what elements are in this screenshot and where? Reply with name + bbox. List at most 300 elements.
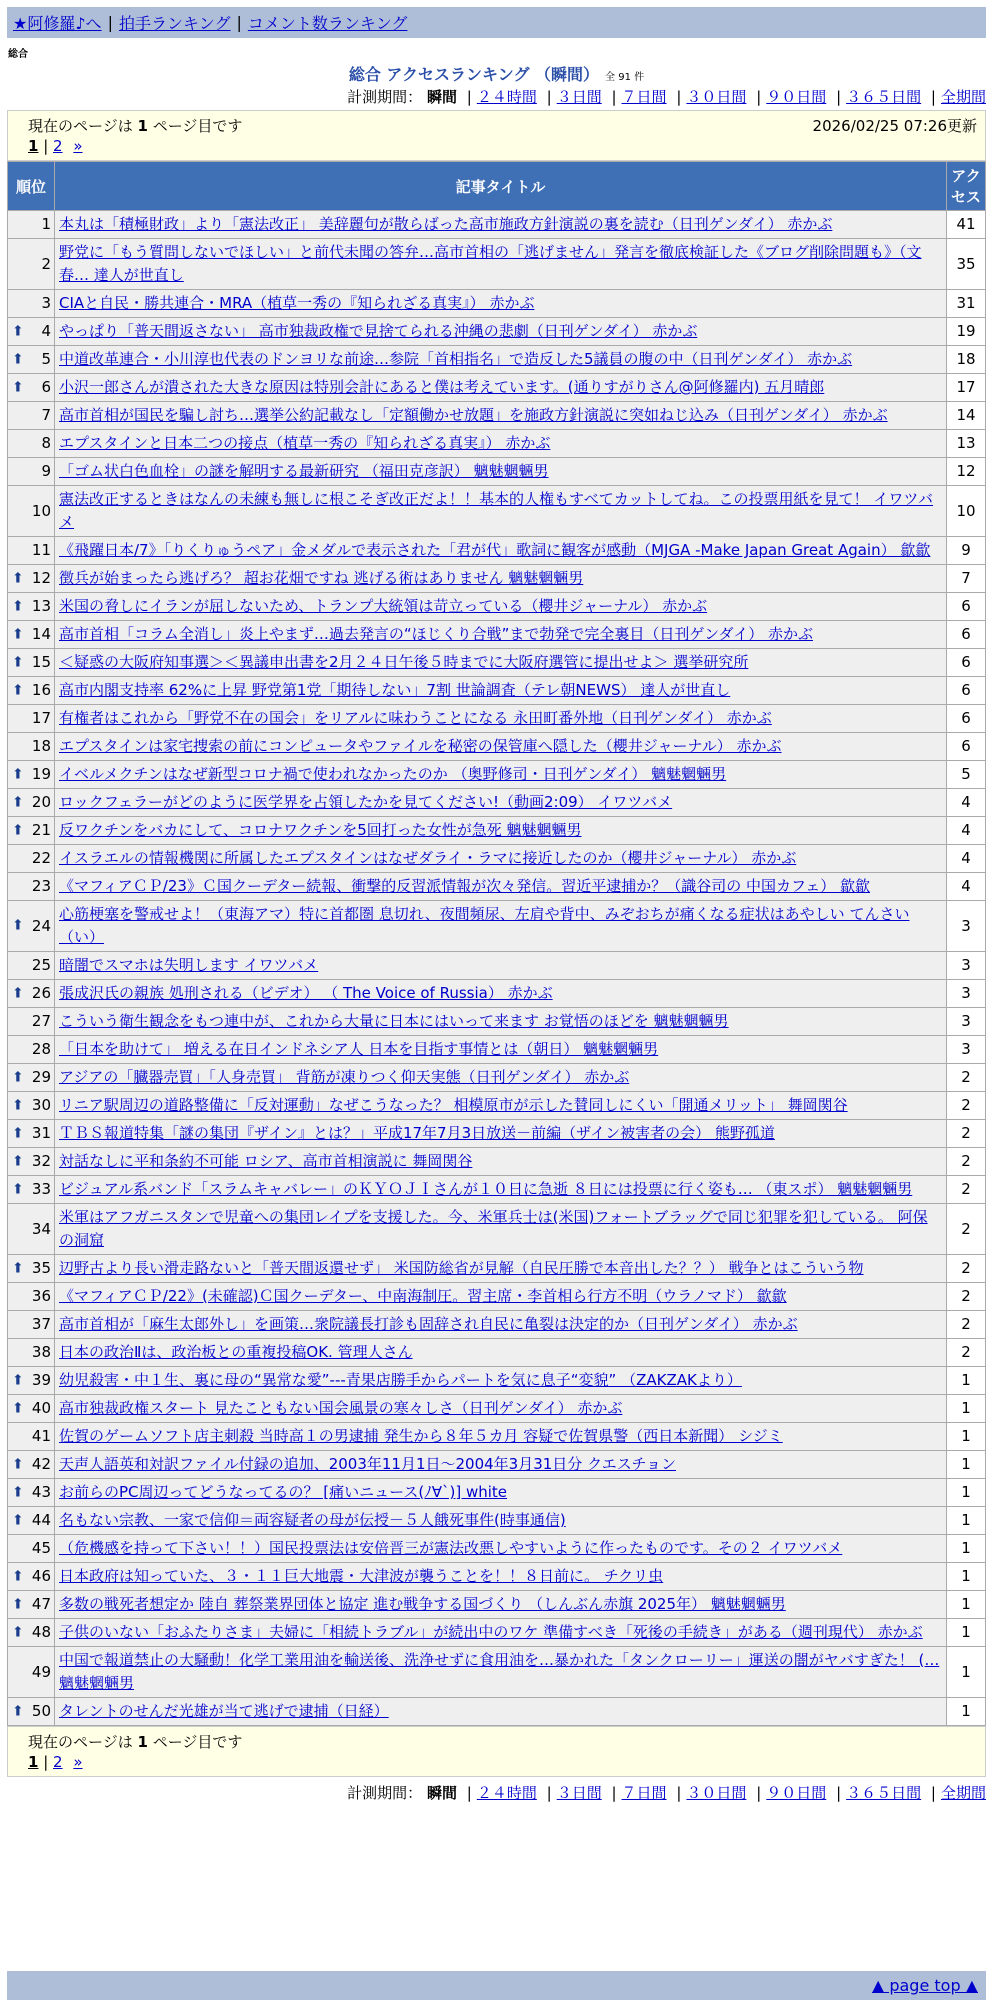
access-count: 14 <box>947 402 986 430</box>
access-count: 2 <box>947 1148 986 1176</box>
rank-number: 22 <box>31 849 51 867</box>
access-count: 1 <box>947 1367 986 1395</box>
access-count: 1 <box>947 1423 986 1451</box>
article-link[interactable]: 高市首相が国民を騙し討ち…選挙公約記載なし「定額働かせ放題」を施政方針演説に突如ねじ込み（日刊ゲンダイ） 赤かぶ <box>59 406 888 424</box>
access-count: 1 <box>947 1395 986 1423</box>
access-count: 3 <box>947 1036 986 1064</box>
up-arrow-icon: ⬆ <box>12 985 24 1001</box>
rank-cell <box>8 1120 55 1148</box>
access-count: 17 <box>947 374 986 402</box>
article-link[interactable]: 《マフィアＣＰ/22》(未確認)Ｃ国クーデター、中南海制圧。習主席・李首相ら行方不明（ウラノマド） 歙歙 <box>59 1287 787 1305</box>
article-link[interactable]: 憲法改正するときはなんの未練も無しに根こそぎ改正だよ！！基本的人権もすべてカットしてね。この投票用紙を見て！ イワツバメ <box>59 490 934 531</box>
title-cell <box>55 649 947 677</box>
up-arrow-icon: ⬆ <box>12 822 24 838</box>
rank-cell <box>8 789 55 817</box>
page-links: 1 | 2 » <box>28 137 83 155</box>
title-cell <box>55 1255 947 1283</box>
table-row <box>8 733 986 761</box>
access-count: 6 <box>947 621 986 649</box>
article-link[interactable]: 日本政府は知っていた、３・１１巨大地震・大津波が襲うことを！！８日前に。 チクリ虫 <box>59 1567 664 1585</box>
article-link[interactable]: エプスタインは家宅捜索の前にコンピュータやファイルを秘密の保管庫へ隠した（櫻井ジャーナル） 赤かぶ <box>59 737 782 755</box>
rank-number: 36 <box>31 1287 51 1305</box>
up-arrow-icon: ⬆ <box>12 682 24 698</box>
article-link[interactable]: 野党に「もう質問しないでほしい」と前代未聞の答弁…高市首相の「逃げません」発言を徹底検証した《ブログ削除問題も》（文春… 達人が世直し <box>59 243 922 284</box>
article-link[interactable]: 《飛躍日本/7》「りくりゅうペア」金メダルで表示された「君が代」歌詞に観客が感動（MJGA -Make Japan Great Again） 歙歙 <box>59 541 931 559</box>
title-cell <box>55 1283 947 1311</box>
rank-number: 2 <box>41 254 51 273</box>
access-count: 3 <box>947 952 986 980</box>
table-row <box>8 1367 986 1395</box>
title-cell <box>55 1008 947 1036</box>
access-count: 6 <box>947 733 986 761</box>
access-count: 35 <box>947 239 986 290</box>
title-cell <box>55 1591 947 1619</box>
rank-number: 43 <box>31 1483 51 1501</box>
rank-number: 11 <box>31 541 51 559</box>
current-page-text: 現在のページは 1 ページ目です <box>28 117 243 135</box>
title-cell <box>55 952 947 980</box>
table-row <box>8 1423 986 1451</box>
table-row <box>8 537 986 565</box>
article-link[interactable]: 中道改革連合・小川淳也代表のドンヨリな前途…参院「首相指名」で造反した5議員の腹の中（日刊ゲンダイ） 赤かぶ <box>59 350 853 368</box>
col-access: アクセス <box>947 162 986 211</box>
period-90d[interactable]: ９０日間 <box>766 1784 827 1802</box>
rank-number: 49 <box>31 1662 51 1681</box>
page-top-link[interactable]: ▲ page top ▲ <box>871 1976 978 1995</box>
article-link[interactable]: 子供のいない「おふたりさま」夫婦に「相続トラブル」が続出中のワケ 準備すべき「死後の手続き」がある（週刊現代） 赤かぶ <box>59 1623 923 1641</box>
access-count: 1 <box>947 1591 986 1619</box>
article-link[interactable]: 高市独裁政権スタート 見たこともない国会風景の寒々しさ（日刊ゲンダイ） 赤かぶ <box>59 1399 623 1417</box>
rank-number: 14 <box>31 625 51 643</box>
rank-number: 39 <box>31 1371 51 1389</box>
rank-cell <box>8 1698 55 1726</box>
rank-cell <box>8 1451 55 1479</box>
rank-cell <box>8 1563 55 1591</box>
ranking-table <box>7 161 986 1726</box>
period-90d[interactable]: ９０日間 <box>766 88 827 106</box>
rank-cell <box>8 621 55 649</box>
rank-cell <box>8 817 55 845</box>
article-link[interactable]: こういう衛生観念をもつ連中が、これから大量に日本にはいって来ます お覚悟のほどを 魑魅魍魎男 <box>59 1012 729 1030</box>
up-arrow-icon: ⬆ <box>12 598 24 614</box>
access-count: 1 <box>947 1619 986 1647</box>
title-cell <box>55 705 947 733</box>
title-cell <box>55 374 947 402</box>
rank-number: 40 <box>31 1399 51 1417</box>
access-count: 1 <box>947 1451 986 1479</box>
article-link[interactable]: 反ワクチンをバカにして、コロナワクチンを5回打った女性が急死 魑魅魍魎男 <box>59 821 582 839</box>
table-row <box>8 1204 986 1255</box>
table-row <box>8 290 986 318</box>
table-row <box>8 1339 986 1367</box>
up-arrow-icon: ⬆ <box>12 1153 24 1169</box>
rank-number: 19 <box>31 765 51 783</box>
separator: | <box>107 13 113 32</box>
rank-number: 42 <box>31 1455 51 1473</box>
title-cell <box>55 239 947 290</box>
up-arrow-icon: ⬆ <box>12 1400 24 1416</box>
article-link[interactable]: やっぱり「普天間返さない」 高市独裁政権で見捨てられる沖縄の悲劇（日刊ゲンダイ） 赤かぶ <box>59 322 698 340</box>
title-cell <box>55 1395 947 1423</box>
table-row <box>8 1507 986 1535</box>
rank-number: 25 <box>31 956 51 974</box>
rank-number: 27 <box>31 1012 51 1030</box>
period-365d[interactable]: ３６５日間 <box>846 88 922 106</box>
period-24h[interactable]: ２４時間 <box>476 1784 537 1802</box>
table-row <box>8 1148 986 1176</box>
table-row <box>8 593 986 621</box>
rank-cell <box>8 845 55 873</box>
rank-cell <box>8 290 55 318</box>
rank-cell <box>8 1479 55 1507</box>
rank-number: 15 <box>31 653 51 671</box>
rank-cell <box>8 980 55 1008</box>
period-365d[interactable]: ３６５日間 <box>846 1784 922 1802</box>
access-count: 18 <box>947 346 986 374</box>
period-all[interactable]: 全期間 <box>940 88 986 106</box>
rank-cell <box>8 1395 55 1423</box>
period-30d[interactable]: ３０日間 <box>686 88 747 106</box>
up-arrow-icon: ⬆ <box>12 323 24 339</box>
access-count: 6 <box>947 593 986 621</box>
title-cell <box>55 1148 947 1176</box>
up-arrow-icon: ⬆ <box>12 1069 24 1085</box>
title-cell <box>55 1204 947 1255</box>
article-link[interactable]: 徴兵が始まったら逃げろ？ 超お花畑ですね 逃げる術はありません 魑魅魍魎男 <box>59 569 584 587</box>
article-link[interactable]: CIAと自民・勝共連合・MRA（植草一秀の『知られざる真実』） 赤かぶ <box>59 294 535 312</box>
access-count: 2 <box>947 1092 986 1120</box>
rank-number: 30 <box>31 1096 51 1114</box>
rank-cell <box>8 1204 55 1255</box>
rank-number: 18 <box>31 737 51 755</box>
title-cell <box>55 845 947 873</box>
rank-number: 44 <box>31 1511 51 1529</box>
rank-cell <box>8 1507 55 1535</box>
rank-cell <box>8 1535 55 1563</box>
rank-cell <box>8 537 55 565</box>
rank-number: 24 <box>31 916 51 935</box>
table-row <box>8 486 986 537</box>
page-2-link[interactable]: 2 <box>53 137 63 155</box>
table-row <box>8 211 986 239</box>
up-arrow-icon: ⬆ <box>12 626 24 642</box>
article-link[interactable]: 幼児殺害・中１生、裏に母の“異常な愛”---青果店勝手からパートを気に息子“変貌” （ZAKZAKより） <box>59 1371 742 1389</box>
article-link[interactable]: エプスタインと日本二つの接点（植草一秀の『知られざる真実』） 赤かぶ <box>59 434 551 452</box>
period-24h[interactable]: ２４時間 <box>476 88 537 106</box>
period-current: 瞬間 <box>426 88 457 106</box>
rank-cell <box>8 402 55 430</box>
up-arrow-icon: ⬆ <box>12 917 24 934</box>
period-7d[interactable]: ７日間 <box>621 88 667 106</box>
access-count: 5 <box>947 761 986 789</box>
title-cell <box>55 817 947 845</box>
rank-cell <box>8 901 55 952</box>
period-all[interactable]: 全期間 <box>940 1784 986 1802</box>
access-count: 2 <box>947 1204 986 1255</box>
title-cell <box>55 1647 947 1698</box>
table-row <box>8 649 986 677</box>
updated-timestamp: 2026/02/25 07:26更新 <box>812 117 977 135</box>
up-arrow-icon: ⬆ <box>12 1703 24 1719</box>
title-cell <box>55 677 947 705</box>
article-link[interactable]: 小沢一郎さんが潰された大きな原因は特別会計にあると僕は考えています。(通りすがりさん@阿修羅内) 五月晴郎 <box>59 378 825 396</box>
rank-number: 16 <box>31 681 51 699</box>
rank-number: 12 <box>31 569 51 587</box>
table-row <box>8 1283 986 1311</box>
comment-ranking-link[interactable]: コメント数ランキング <box>247 14 408 33</box>
applause-ranking-link[interactable]: 拍手ランキング <box>118 14 231 33</box>
access-count: 1 <box>947 1563 986 1591</box>
title-cell <box>55 621 947 649</box>
rank-cell <box>8 1255 55 1283</box>
table-row <box>8 430 986 458</box>
article-link[interactable]: 高市内閣支持率 62%に上昇 野党第1党「期待しない」7割 世論調査（テレ朝NEWS） 達人が世直し <box>59 681 731 699</box>
rank-number: 26 <box>31 984 51 1002</box>
table-row <box>8 705 986 733</box>
article-link[interactable]: アジアの「臓器売買」「人身売買」 背筋が凍りつく仰天実態（日刊ゲンダイ） 赤かぶ <box>59 1068 630 1086</box>
title-cell <box>55 593 947 621</box>
rank-number: 45 <box>31 1539 51 1557</box>
rank-number: 21 <box>31 821 51 839</box>
table-row <box>8 458 986 486</box>
article-link[interactable]: 米軍はアフガニスタンで児童への集団レイプを支援した。今、米軍兵士は(米国)フォートブラッグで同じ犯罪を犯している。 阿保の洞窟 <box>59 1208 928 1249</box>
article-link[interactable]: 多数の戦死者想定か 陸自 葬祭業界団体と協定 進む戦争する国づくり （しんぶん赤旗 2025年） 魑魅魍魎男 <box>59 1595 786 1613</box>
table-row <box>8 761 986 789</box>
up-arrow-icon: ⬆ <box>12 794 24 810</box>
pager-bottom: 現在のページは 1 ページ目です 1 | 2 » <box>7 1726 986 1777</box>
rank-cell <box>8 1036 55 1064</box>
rank-number: 13 <box>31 597 51 615</box>
article-link[interactable]: 天声人語英和対訳ファイル付録の追加、2003年11月1日～2004年3月31日分 クエスチョン <box>59 1455 677 1473</box>
article-link[interactable]: イスラエルの情報機関に所属したエプスタインはなぜダライ・ラマに接近したのか（櫻井ジャーナル） 赤かぶ <box>59 849 797 867</box>
article-link[interactable]: （危機感を持って下さい！！）国民投票法は安倍晋三が憲法改悪しやすいように作ったものです。その２ イワツバメ <box>59 1539 843 1557</box>
article-link[interactable]: リニア駅周辺の道路整備に「反対運動」なぜこうなった？ 相模原市が示した賛同しにくい「開通メリット」 舞岡関谷 <box>59 1096 848 1114</box>
up-arrow-icon: ⬆ <box>12 1456 24 1472</box>
rank-cell <box>8 430 55 458</box>
rank-cell <box>8 733 55 761</box>
article-link[interactable]: 有権者はこれから「野党不在の国会」をリアルに味わうことになる 永田町番外地（日刊ゲンダイ） 赤かぶ <box>59 709 772 727</box>
table-row <box>8 845 986 873</box>
item-count: 全 91 件 <box>605 72 645 83</box>
up-arrow-icon: ⬆ <box>12 1596 24 1612</box>
table-row <box>8 1591 986 1619</box>
article-link[interactable]: 心筋梗塞を警戒せよ！（東海アマ）特に首都圏 息切れ、夜間頻尿、左肩や背中、みぞおちが痛くなる症状はあやしい てんさい（い） <box>59 905 910 946</box>
title-cell <box>55 1479 947 1507</box>
article-link[interactable]: 対話なしに平和条約不可能 ロシア、高市首相演説に 舞岡関谷 <box>59 1152 473 1170</box>
rank-number: 48 <box>31 1623 51 1641</box>
up-arrow-icon: ⬆ <box>12 570 24 586</box>
title-cell <box>55 1535 947 1563</box>
access-count: 19 <box>947 318 986 346</box>
up-arrow-icon: ⬆ <box>12 1484 24 1500</box>
table-row <box>8 346 986 374</box>
table-row <box>8 402 986 430</box>
pager-top <box>7 110 986 161</box>
rank-cell <box>8 705 55 733</box>
access-count: 4 <box>947 817 986 845</box>
table-row <box>8 1176 986 1204</box>
access-count: 9 <box>947 537 986 565</box>
page-title-wrap <box>0 62 993 85</box>
table-row <box>8 1064 986 1092</box>
rank-cell <box>8 346 55 374</box>
access-count: 4 <box>947 789 986 817</box>
article-link[interactable]: 米国の脅しにイランが屈しないため、トランプ大統領は苛立っている（櫻井ジャーナル） 赤かぶ <box>59 597 708 615</box>
article-link[interactable]: 高市首相「コラム全消し」炎上やまず…過去発言の“ほじくり合戦”まで勃発で完全裏目（日刊ゲンダイ） 赤かぶ <box>59 625 813 643</box>
rank-number: 29 <box>31 1068 51 1086</box>
title-cell <box>55 1064 947 1092</box>
access-count: 7 <box>947 565 986 593</box>
article-link[interactable]: 佐賀のゲームソフト店主刺殺 当時高１の男逮捕 発生から８年５カ月 容疑で佐賀県警（西日本新聞） シジミ <box>59 1427 783 1445</box>
title-cell <box>55 1176 947 1204</box>
title-cell <box>55 1120 947 1148</box>
table-row <box>8 1479 986 1507</box>
article-link[interactable]: 辺野古より長い滑走路ないと「普天間返還せず」 米国防総省が見解（自民圧勝で本音出した？？） 戦争とはこういう物 <box>59 1259 864 1277</box>
rank-number: 7 <box>41 406 51 424</box>
rank-number: 35 <box>31 1259 51 1277</box>
article-link[interactable]: 《マフィアＣＰ/23》Ｃ国クーデター続報、衝撃的反習派情報が次々発信。習近平逮捕か？（識谷司の 中国カフェ） 歙歙 <box>59 877 870 895</box>
access-count: 6 <box>947 705 986 733</box>
article-link[interactable]: 張成沢氏の親族 処刑される（ビデオ） （ The Voice of Russia） 赤かぶ <box>59 984 553 1002</box>
access-count: 3 <box>947 901 986 952</box>
access-count: 2 <box>947 1339 986 1367</box>
table-row <box>8 565 986 593</box>
table-row <box>8 374 986 402</box>
up-arrow-icon: ⬆ <box>12 1260 24 1276</box>
up-arrow-icon: ⬆ <box>12 654 24 670</box>
access-count: 1 <box>947 1479 986 1507</box>
table-row <box>8 1535 986 1563</box>
rank-number: 5 <box>41 350 51 368</box>
article-link[interactable]: 中国で報道禁止の大騒動！化学工業用油を輸送後、洗浄せずに食用油を…暴かれた「タンクローリー」運送の闇がヤバすぎた！ (… 魑魅魍魎男 <box>59 1651 940 1692</box>
rank-number: 17 <box>31 709 51 727</box>
up-arrow-icon: ⬆ <box>12 1097 24 1113</box>
access-count: 6 <box>947 649 986 677</box>
rank-number: 8 <box>41 434 51 452</box>
table-row <box>8 1092 986 1120</box>
title-cell <box>55 537 947 565</box>
article-link[interactable]: ロックフェラーがどのように医学界を占領したかを見てください!（動画2:09） イワツバメ <box>59 793 673 811</box>
title-cell <box>55 980 947 1008</box>
table-row <box>8 318 986 346</box>
access-count: 1 <box>947 1647 986 1698</box>
title-cell <box>55 901 947 952</box>
article-link[interactable]: 名もない宗教、一家で信仰＝両容疑者の母が伝授－５人餓死事件(時事通信) <box>59 1511 566 1529</box>
access-count: 2 <box>947 1064 986 1092</box>
title-cell <box>55 1423 947 1451</box>
title-cell <box>55 1698 947 1726</box>
title-cell <box>55 346 947 374</box>
col-rank: 順位 <box>8 162 55 211</box>
table-row <box>8 677 986 705</box>
rank-number: 1 <box>41 215 51 233</box>
access-count: 2 <box>947 1283 986 1311</box>
up-arrow-icon: ⬆ <box>12 379 24 395</box>
article-link[interactable]: 日本の政治Ⅱは、政治板との重複投稿OK. 管理人さん <box>59 1343 413 1361</box>
article-link[interactable]: ＴＢＳ報道特集「謎の集団『ザイン』とは？」平成17年7月3日放送－前編（ザイン被害者の会） 熊野孤道 <box>59 1124 775 1142</box>
article-link[interactable]: 暗闇でスマホは失明します イワツバメ <box>59 956 319 974</box>
article-link[interactable]: イベルメクチンはなぜ新型コロナ禍で使われなかったのか （奥野修司・日刊ゲンダイ） 魑魅魍魎男 <box>59 765 727 783</box>
rank-cell <box>8 761 55 789</box>
access-count: 2 <box>947 1255 986 1283</box>
page-2-link[interactable]: 2 <box>53 1753 63 1771</box>
title-cell <box>55 733 947 761</box>
rank-cell <box>8 593 55 621</box>
rank-cell <box>8 374 55 402</box>
title-cell <box>55 458 947 486</box>
rank-number: 31 <box>31 1124 51 1142</box>
rank-number: 28 <box>31 1040 51 1058</box>
rank-cell <box>8 565 55 593</box>
rank-number: 47 <box>31 1595 51 1613</box>
rank-number: 23 <box>31 877 51 895</box>
home-link[interactable]: ★阿修羅♪へ <box>13 14 102 33</box>
table-row <box>8 952 986 980</box>
table-row <box>8 817 986 845</box>
table-row <box>8 1008 986 1036</box>
period-selector-top: 計測期間： 瞬間 | ２４時間 | ３日間 | ７日間 | ３０日間 | ９０日間 | ３６５日間 | 全期間 <box>347 88 986 106</box>
article-link[interactable]: ビジュアル系バンド「スラムキャバレー」のＫＹＯＪＩさんが１０日に急逝 ８日には投票に行く姿も… （東スポ） 魑魅魍魎男 <box>59 1180 913 1198</box>
title-cell <box>55 211 947 239</box>
period-label: 計測期間： <box>347 88 423 106</box>
rank-number: 46 <box>31 1567 51 1585</box>
title-cell <box>55 1367 947 1395</box>
title-cell <box>55 430 947 458</box>
table-row <box>8 1311 986 1339</box>
up-arrow-icon: ⬆ <box>12 1624 24 1640</box>
col-title: 記事タイトル <box>55 162 947 211</box>
rank-cell <box>8 1283 55 1311</box>
rank-cell <box>8 1148 55 1176</box>
rank-number: 37 <box>31 1315 51 1333</box>
rank-number: 41 <box>31 1427 51 1445</box>
access-count: 31 <box>947 290 986 318</box>
period-selector-bottom: 計測期間： 瞬間 | ２４時間 | ３日間 | ７日間 | ３０日間 | ９０日間 | ３６５日間 | 全期間 <box>347 1784 986 1802</box>
article-link[interactable]: 本丸は「積極財政」より「憲法改正」 美辞麗句が散らばった高市施政方針演説の裏を読む（日刊ゲンダイ） 赤かぶ <box>59 215 833 233</box>
article-link[interactable]: タレントのせんだ光雄が当て逃げで逮捕（日経） <box>59 1702 389 1720</box>
next-page-link[interactable]: » <box>73 137 83 155</box>
article-link[interactable]: 「日本を助けて」 増える在日インドネシア人 日本を目指す事情とは（朝日） 魑魅魍魎男 <box>59 1040 659 1058</box>
title-cell <box>55 1339 947 1367</box>
access-count: 4 <box>947 845 986 873</box>
rank-number: 33 <box>31 1180 51 1198</box>
table-row <box>8 1563 986 1591</box>
access-count: 1 <box>947 1535 986 1563</box>
period-7d[interactable]: ７日間 <box>621 1784 667 1802</box>
article-link[interactable]: 高市首相が「麻生太郎外し」を画策…衆院議長打診も固辞され自民に亀裂は決定的か（日刊ゲンダイ） 赤かぶ <box>59 1315 798 1333</box>
up-arrow-icon: ⬆ <box>12 1512 24 1528</box>
rank-cell <box>8 649 55 677</box>
title-cell <box>55 1311 947 1339</box>
article-link[interactable]: ＜疑惑の大阪府知事選＞＜異議申出書を2月２４日午後５時までに大阪府選管に提出せよ＞ 選挙研究所 <box>59 653 749 671</box>
table-row <box>8 239 986 290</box>
rank-cell <box>8 486 55 537</box>
title-cell <box>55 761 947 789</box>
rank-cell <box>8 677 55 705</box>
period-30d[interactable]: ３０日間 <box>686 1784 747 1802</box>
rank-number: 6 <box>41 378 51 396</box>
rank-number: 34 <box>31 1219 51 1238</box>
period-3d[interactable]: ３日間 <box>556 1784 602 1802</box>
next-page-link[interactable]: » <box>73 1753 83 1771</box>
rank-number: 32 <box>31 1152 51 1170</box>
title-cell <box>55 1619 947 1647</box>
article-link[interactable]: 「ゴム状白色血栓」の謎を解明する最新研究 （福田克彦訳） 魑魅魍魎男 <box>59 462 549 480</box>
period-3d[interactable]: ３日間 <box>556 88 602 106</box>
article-link[interactable]: お前らのPC周辺ってどうなってるの？ [痛いニュース(ﾉ∀`)] white <box>59 1483 508 1501</box>
access-count: 2 <box>947 1120 986 1148</box>
title-cell <box>55 402 947 430</box>
